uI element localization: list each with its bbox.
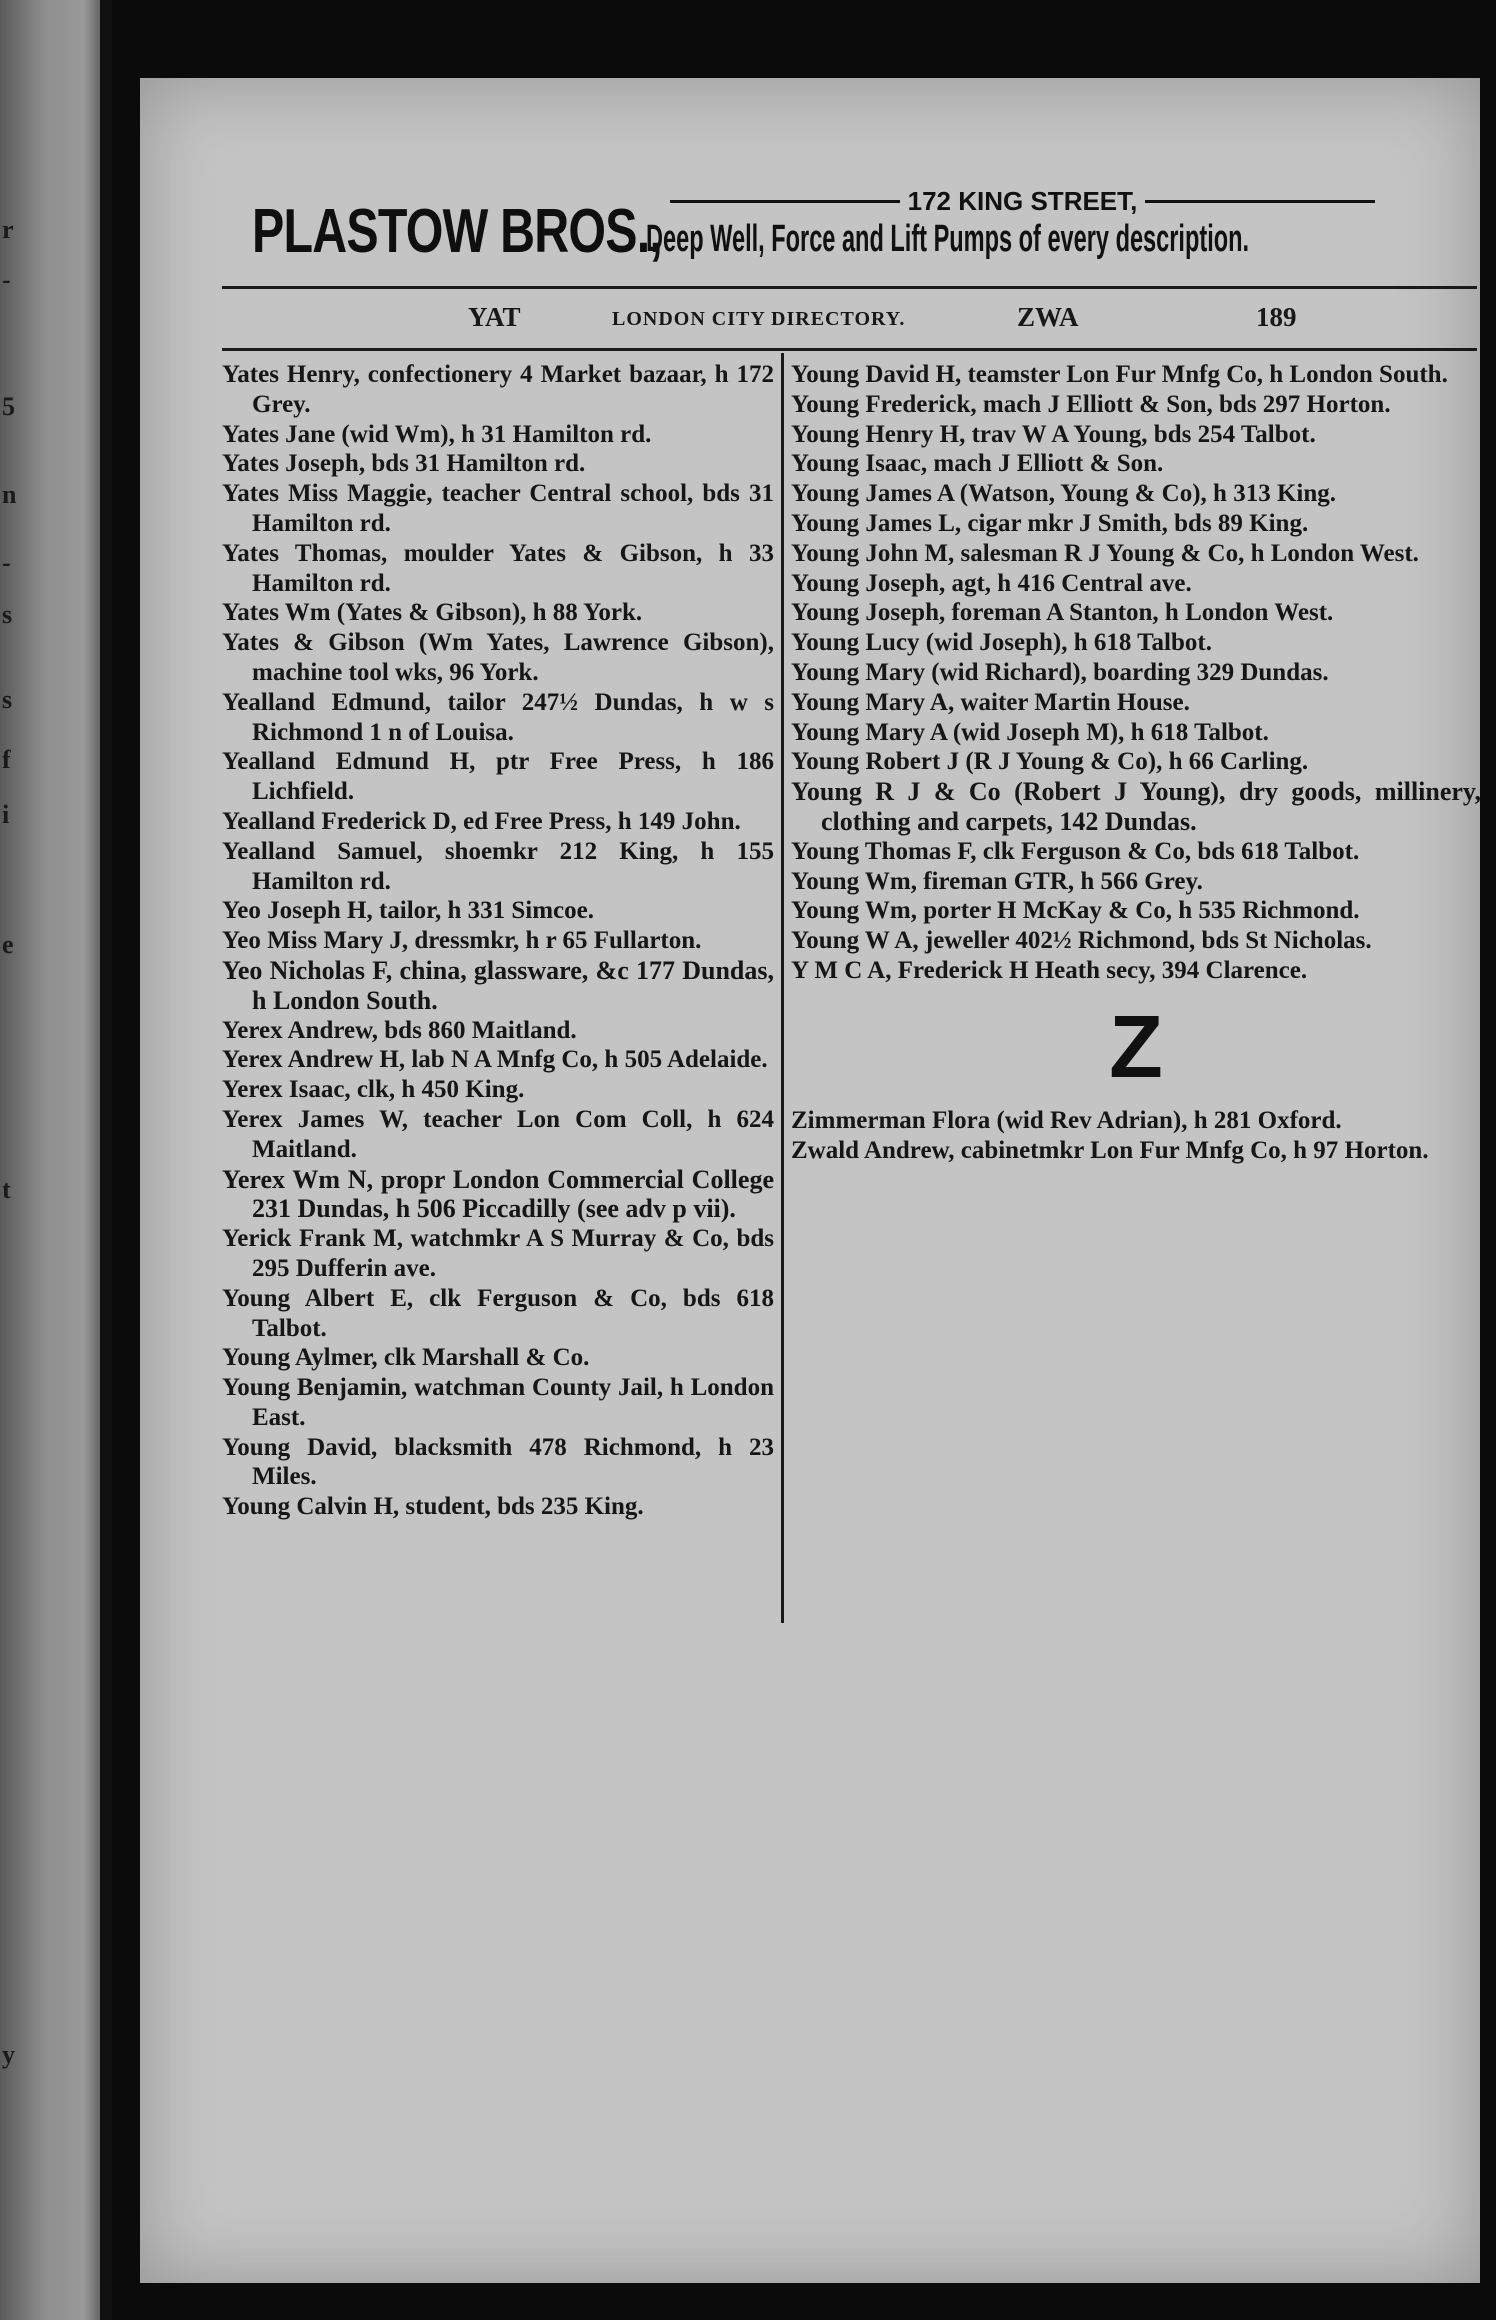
strip-glyph: f — [2, 745, 11, 774]
directory-entry: Yates & Gibson (Wm Yates, Lawrence Gibson), machine tool wks, 96 York. — [222, 629, 774, 686]
running-head-left: YAT — [468, 302, 521, 332]
directory-entry: Y M C A, Frederick H Heath secy, 394 Clarence. — [791, 956, 1308, 984]
directory-entry-featured: Young R J & Co (Robert J Young), dry goods, millinery, clothing and carpets, 142 Dundas. — [791, 777, 1481, 836]
directory-entry: Young W A, jeweller 402½ Richmond, bds St Nicholas. — [791, 927, 1372, 955]
directory-entry: Young Frederick, mach J Elliott & Son, bds 297 Horton. — [791, 390, 1391, 418]
directory-entry: Yerex James W, teacher Lon Com Coll, h 624 Maitland. — [222, 1105, 774, 1163]
strip-glyph: r — [2, 215, 14, 244]
directory-entry-featured: Yeo Nicholas F, china, glassware, &c 177 Dundas, h London South. — [222, 955, 774, 1015]
directory-entry: Yealland Frederick D, ed Free Press, h 149 John. — [222, 807, 741, 835]
directory-entry: Yates Henry, confectionery 4 Market bazaar, h 172 Grey. — [222, 361, 774, 418]
directory-entry: Young Aylmer, clk Marshall & Co. — [222, 1344, 590, 1372]
directory-entry: Yates Miss Maggie, teacher Central school, bds 31 Hamilton rd. — [222, 480, 774, 537]
directory-entry: Yerick Frank M, watchmkr A S Murray & Co, bds 295 Dufferin ave. — [222, 1225, 774, 1282]
directory-entry: Yates Thomas, moulder Yates & Gibson, h 33 Hamilton rd. — [222, 539, 774, 597]
directory-entry: Young Mary A, waiter Martin House. — [791, 688, 1190, 716]
directory-entry: Young Mary (wid Richard), boarding 329 Dundas. — [791, 658, 1329, 686]
running-head-title: LONDON CITY DIRECTORY. — [612, 308, 906, 330]
running-head — [140, 302, 1480, 342]
directory-entry: Young James A (Watson, Young & Co), h 313 King. — [791, 480, 1337, 508]
directory-entry: Young David, blacksmith 478 Richmond, h 23 Miles. — [222, 1433, 774, 1491]
page-number: 189 — [1256, 302, 1297, 332]
directory-entry: Young Wm, porter H McKay & Co, h 535 Richmond. — [791, 897, 1360, 925]
directory-entry: Young Isaac, mach J Elliott & Son. — [791, 450, 1164, 478]
strip-glyph: t — [2, 1175, 11, 1204]
directory-entry: Yeo Miss Mary J, dressmkr, h r 65 Fullarton. — [222, 927, 702, 955]
directory-entry: Young James L, cigar mkr J Smith, bds 89 King. — [791, 509, 1309, 537]
ad-address-text: 172 KING STREET, — [907, 186, 1138, 216]
ad-address — [670, 186, 1375, 217]
directory-page — [140, 78, 1480, 2283]
strip-glyph: i — [2, 800, 10, 829]
directory-entry: Young Thomas F, clk Ferguson & Co, bds 618 Talbot. — [791, 837, 1360, 865]
page-gutter — [100, 0, 112, 2320]
directory-entry: Young Wm, fireman GTR, h 566 Grey. — [791, 867, 1203, 895]
ad-bottom-rule — [222, 286, 1477, 289]
directory-entry: Young Benjamin, watchman County Jail, h London East. — [222, 1374, 774, 1431]
ad-rule-right — [1145, 200, 1375, 203]
strip-glyph: s — [2, 685, 13, 714]
directory-entry: Young Mary A (wid Joseph M), h 618 Talbot. — [791, 718, 1269, 746]
directory-entry: Yealland Edmund, tailor 247½ Dundas, h w s Richmond 1 n of Louisa. — [222, 688, 774, 746]
directory-entry: Young Albert E, clk Ferguson & Co, bds 618 Talbot. — [222, 1284, 774, 1342]
directory-entry: Young Henry H, trav W A Young, bds 254 Talbot. — [791, 420, 1316, 448]
running-head-right: ZWA — [1017, 302, 1079, 332]
ad-rule-left — [670, 200, 900, 203]
section-letter-heading: Z — [1109, 996, 1163, 1096]
directory-entry: Young Lucy (wid Joseph), h 618 Talbot. — [791, 629, 1212, 657]
directory-entry: Zwald Andrew, cabinetmkr Lon Fur Mnfg Co, h 97 Horton. — [791, 1136, 1429, 1164]
strip-glyph: - — [2, 265, 11, 294]
strip-glyph: e — [2, 930, 14, 959]
strip-glyph: s — [2, 600, 13, 629]
strip-glyph: n — [2, 480, 17, 509]
strip-glyph: - — [2, 548, 11, 577]
directory-entry: Zimmerman Flora (wid Rev Adrian), h 281 Oxford. — [791, 1106, 1342, 1134]
directory-entry: Yates Joseph, bds 31 Hamilton rd. — [222, 450, 586, 478]
directory-entry: Young John M, salesman R J Young & Co, h London West. — [791, 539, 1419, 567]
right-column — [791, 360, 1481, 1165]
ad-title: PLASTOW BROS., — [252, 197, 663, 266]
directory-entry: Yealland Edmund H, ptr Free Press, h 186 Lichfield. — [222, 748, 774, 806]
ad-tagline: Deep Well, Force and Lift Pumps of every description. — [646, 218, 1250, 260]
directory-entry: Yates Wm (Yates & Gibson), h 88 York. — [222, 599, 643, 627]
directory-entry: Young David H, teamster Lon Fur Mnfg Co, h London South. — [791, 361, 1448, 388]
directory-entry: Young Joseph, agt, h 416 Central ave. — [791, 569, 1192, 597]
column-divider — [781, 353, 784, 1623]
directory-entry: Yates Jane (wid Wm), h 31 Hamilton rd. — [222, 420, 652, 448]
directory-entry: Yerex Andrew H, lab N A Mnfg Co, h 505 Adelaide. — [222, 1046, 768, 1074]
directory-entry: Young Robert J (R J Young & Co), h 66 Carling. — [791, 748, 1309, 776]
directory-entry: Yerex Isaac, clk, h 450 King. — [222, 1076, 525, 1104]
left-column — [222, 360, 774, 1522]
adjacent-page-edge — [0, 0, 112, 2320]
directory-entry: Yealland Samuel, shoemkr 212 King, h 155 Hamilton rd. — [222, 837, 774, 895]
strip-glyph: y — [2, 2040, 15, 2069]
directory-entry: Young Calvin H, student, bds 235 King. — [222, 1493, 644, 1521]
directory-entry: Young Joseph, foreman A Stanton, h London West. — [791, 599, 1334, 627]
directory-entry: Yeo Joseph H, tailor, h 331 Simcoe. — [222, 897, 594, 925]
header-rule — [222, 348, 1477, 351]
strip-glyph: 5 — [2, 392, 15, 421]
directory-entry: Yerex Andrew, bds 860 Maitland. — [222, 1016, 577, 1044]
directory-entry-featured: Yerex Wm N, propr London Commercial College 231 Dundas, h 506 Piccadilly (see adv p vii). — [222, 1164, 774, 1224]
